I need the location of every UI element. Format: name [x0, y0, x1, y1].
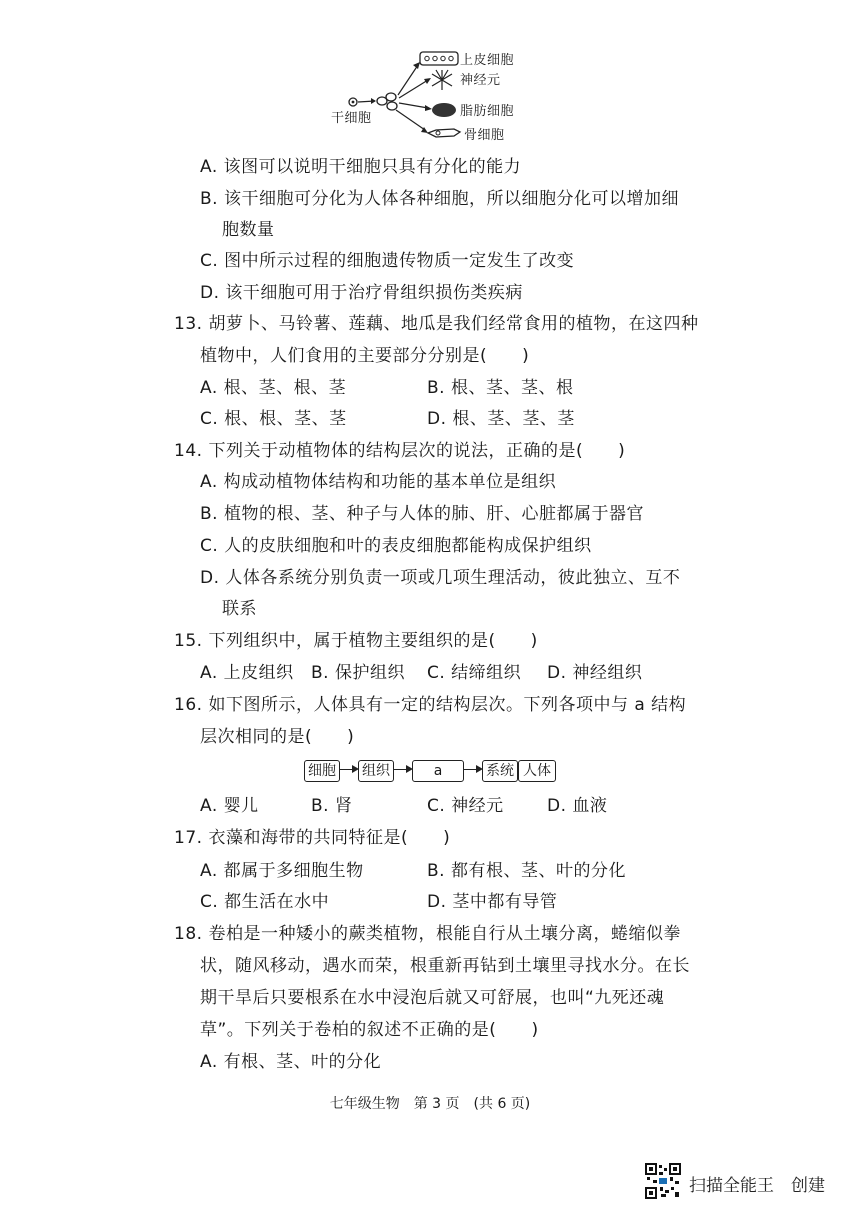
q17-stem: 17. 衣藻和海带的共同特征是( )	[174, 828, 451, 848]
q18-stem-cont-2: 期干旱后只要根系在水中浸泡后就又可舒展，也叫“九死还魂	[200, 988, 665, 1008]
q14-option-d-cont: 联系	[222, 599, 257, 619]
q13-option-d: D. 根、茎、茎、茎	[427, 409, 575, 429]
q12-option-d: D. 该干细胞可用于治疗骨组织损伤类疾病	[200, 283, 523, 303]
flow-box-cell: 细胞	[304, 760, 340, 782]
q16-option-c: C. 神经元	[427, 796, 504, 816]
watermark-text: 扫描全能王 创建	[689, 1176, 825, 1196]
q12-option-b: B. 该干细胞可分化为人体各种细胞，所以细胞分化可以增加细	[200, 189, 679, 209]
q13-option-a: A. 根、茎、根、茎	[200, 378, 347, 398]
q17-option-b: B. 都有根、茎、叶的分化	[427, 861, 626, 881]
q18-option-a: A. 有根、茎、叶的分化	[200, 1052, 382, 1072]
neuron-icon	[432, 70, 452, 90]
q15-option-d: D. 神经组织	[547, 663, 643, 683]
epithelial-cell-label: 上皮细胞	[460, 53, 515, 68]
flow-arrow-icon	[393, 769, 411, 770]
q15-option-a: A. 上皮组织	[200, 663, 294, 683]
stem-cell-diagram	[320, 40, 540, 152]
flow-box-tissue: 组织	[358, 760, 394, 782]
q13-stem-cont: 植物中，人们食用的主要部分分别是( )	[200, 346, 530, 366]
qr-code-icon	[645, 1163, 681, 1199]
q15-option-b: B. 保护组织	[311, 663, 405, 683]
page-footer: 七年级生物 第 3 页 (共 6 页)	[329, 1096, 531, 1112]
q18-stem-cont-1: 状，随风移动，遇水而荣，根重新再钻到土壤里寻找水分。在长	[200, 956, 690, 976]
bone-cell-label: 骨细胞	[464, 128, 505, 143]
stem-cell-label: 干细胞	[331, 111, 372, 126]
flow-box-a: a	[412, 760, 464, 782]
q17-option-c: C. 都生活在水中	[200, 892, 330, 912]
epithelial-cell-icon	[420, 52, 458, 65]
q16-stem-cont: 层次相同的是( )	[200, 727, 355, 747]
q16-option-a: A. 婴儿	[200, 796, 259, 816]
q14-option-c: C. 人的皮肤细胞和叶的表皮细胞都能构成保护组织	[200, 536, 592, 556]
q13-option-c: C. 根、根、茎、茎	[200, 409, 347, 429]
q14-option-d: D. 人体各系统分别负责一项或几项生理活动，彼此独立、互不	[200, 568, 681, 588]
q16-option-d: D. 血液	[547, 796, 608, 816]
flow-box-body: 人体	[518, 760, 556, 782]
q14-option-a: A. 构成动植物体结构和功能的基本单位是组织	[200, 472, 557, 492]
structure-level-flow	[300, 757, 560, 785]
q12-option-b-cont: 胞数量	[222, 220, 275, 240]
q16-option-b: B. 肾	[311, 796, 353, 816]
flow-arrow-icon	[339, 769, 357, 770]
flow-arrow-icon	[463, 769, 481, 770]
q18-stem-cont-3: 草”。下列关于卷柏的叙述不正确的是( )	[200, 1020, 539, 1040]
q16-stem: 16. 如下图所示，人体具有一定的结构层次。下列各项中与 a 结构	[174, 695, 687, 715]
fat-cell-icon	[432, 103, 456, 117]
fat-cell-label: 脂肪细胞	[460, 104, 515, 119]
flow-box-system: 系统	[482, 760, 518, 782]
q13-stem: 13. 胡萝卜、马铃薯、莲藕、地瓜是我们经常食用的植物，在这四种	[174, 314, 699, 334]
q13-option-b: B. 根、茎、茎、根	[427, 378, 574, 398]
neuron-label: 神经元	[460, 73, 501, 88]
q17-option-d: D. 茎中都有导管	[427, 892, 558, 912]
q14-option-b: B. 植物的根、茎、种子与人体的肺、肝、心脏都属于器官	[200, 504, 644, 524]
q12-option-a: A. 该图可以说明干细胞只具有分化的能力	[200, 157, 522, 177]
scanner-watermark	[645, 1163, 845, 1201]
bone-cell-icon	[428, 129, 460, 137]
q17-option-a: A. 都属于多细胞生物	[200, 861, 364, 881]
q12-option-c: C. 图中所示过程的细胞遗传物质一定发生了改变	[200, 251, 575, 271]
q18-stem: 18. 卷柏是一种矮小的蕨类植物，根能自行从土壤分离，蜷缩似拳	[174, 924, 681, 944]
q14-stem: 14. 下列关于动植物体的结构层次的说法，正确的是( )	[174, 441, 626, 461]
q15-option-c: C. 结缔组织	[427, 663, 522, 683]
q15-stem: 15. 下列组织中，属于植物主要组织的是( )	[174, 631, 538, 651]
